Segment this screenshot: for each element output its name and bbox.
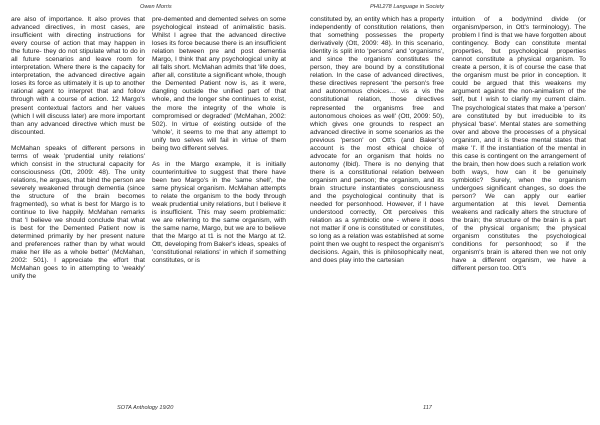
right-page-column-2 <box>452 16 586 402</box>
left-running-header: Owen Morris <box>140 4 172 10</box>
paragraph: pre-demented and demented selves on some psychological instead of animalistic basis. Whilst I agree that the advanced directive loses its force because there is an insufficient relation between pre and post dementia Margo, I think that any psychological unity at all falls short. McMahan admits that 'life does, after all, constitute a significant whole, though the Demented Patient now is, as it were, dangling outside the unified part of that whole, and the longer she continues to exist, the more the integrity of the whole is compromised or degraded' (McMahan, 2002: 502). In virtue of existing outside of the 'whole', it seems to me that any attempt to unify two selves will fail in virtue of them being two different selves. <box>152 16 286 152</box>
paragraph: intuition of a body/mind divide (or organism/person, in Ott's terminology). The problem I find is that we have forgotten about contingency. Body can constitute mental properties, but psychological properties cannot constitute a physical organism. To create a person, it is of course the case that the organism must be prior in conception. It could be argued that this weakens my argument against the non-animalism of the self, but I wish to clarify my current claim. The psychological states that make a 'person' are constituted by but irreducible to its physical 'base'. Mental states are something over and above the processes of a physical organism, and it is these mental states that make 'I'. If the instantiation of the mental in this case is contingent on the arrangement of the brain, then how does such a relation work both ways, how can it be genuinely symbiotic? Surely, when the organism undergoes significant changes, so does the person? We can apply our earlier argumentation at this level. Dementia weakens and radically alters the structure of the brain; the structure of the brain is a part of the physical organism; the physical organism constitutes the psychological conditions for personhood; so if the organism's brain is altered then we not only have a different organism, we have a different person too. Ott's <box>452 16 586 273</box>
right-running-header: PHIL278 Language in Society <box>370 4 445 10</box>
right-page-column-1 <box>310 16 444 402</box>
left-page-column-2 <box>152 16 286 402</box>
left-page-footer: SOTA Anthology 19/20 <box>117 405 174 411</box>
left-page-column-1 <box>11 16 145 402</box>
paragraph: constituted by, an entity which has a property independently of constitution relations, then that something possesses the property derivatively (Ott, 2009: 48). In this scenario, identity is split into 'persons' and 'organisms', and since the organism constitutes the person, they are bound by a constitutional relation. In the case of advanced directives, these directives represent 'the person's free and autonomous choices… vis a vis the constitutional relation, those directives represented the organisms free and autonomous choices as well' (Ott, 2009: 50), which gives one grounds to respect an advanced directive in some scenarios as the previous 'person' on Ott's (and Baker's) account is the most ethical choice of advocate for an organism that holds no autonomy (Ibid). There is no denying that there is a constitutional relation between organism and person; the organism, and its brain structure instantiates consciousness and the psychological continuity that is needed for personhood. However, if I have understood correctly, Ott perceives this relation as a symbiotic one - where it does not matter if one is constituted or constitutes, so long as a relation was established at some point then we ought to respect the organism's decisions. Again, this is philosophically neat, and does play into the cartesian <box>310 16 444 265</box>
paragraph: are also of importance. It also proves that advanced directives, in most cases, are insufficient with directing instructions for every course of action that may happen in the future- they do not stipulate what to do in all future scenarios and leave room for interpretation. Where there is the capacity for interpretation, the advanced directive again loses its force as ultimately it is up to another rational agent to interpret that and follow through with a course of action. 12 Margo's present contextual factors and her values (which I will discuss later) are more important than any advanced directive which must be discounted. <box>11 16 145 136</box>
paragraph: McMahan speaks of different persons in terms of weak 'prudential unity relations' which consist in the structural capacity for consciousness (Ott, 2009: 48). The unity relations, he argues, that bind the person are severely weakened through dementia (since the structure of the brain becomes fragmented), so what is best for Margo is to continue to live happily. McMahan remarks that 'I believe we should conclude that what is best for the Demented Patient now is determined primarily by her present nature and preferences rather than by what would make her life as a whole better' (McMahan, 2002: 501). I appreciate the effort that McMahan goes to in attempting to 'weakly' unify the <box>11 144 145 281</box>
paragraph: As in the Margo example, it is initially counterintuitive to suggest that there have been two Margo's in the 'same shell', the same physical organism. McMahan attempts to relate the organism to the body through weak prudential unity relations, but I believe it is insufficient. This may seem problematic: we are referring to the same organism, with the same name, Margo, but we are to believe that the Margo at t1 is not the Margo at t2. Ott, developing from Baker's ideas, speaks of 'constitutional relations' in which if something constitutes, or is <box>152 160 286 265</box>
right-page-number: 117 <box>423 405 432 411</box>
